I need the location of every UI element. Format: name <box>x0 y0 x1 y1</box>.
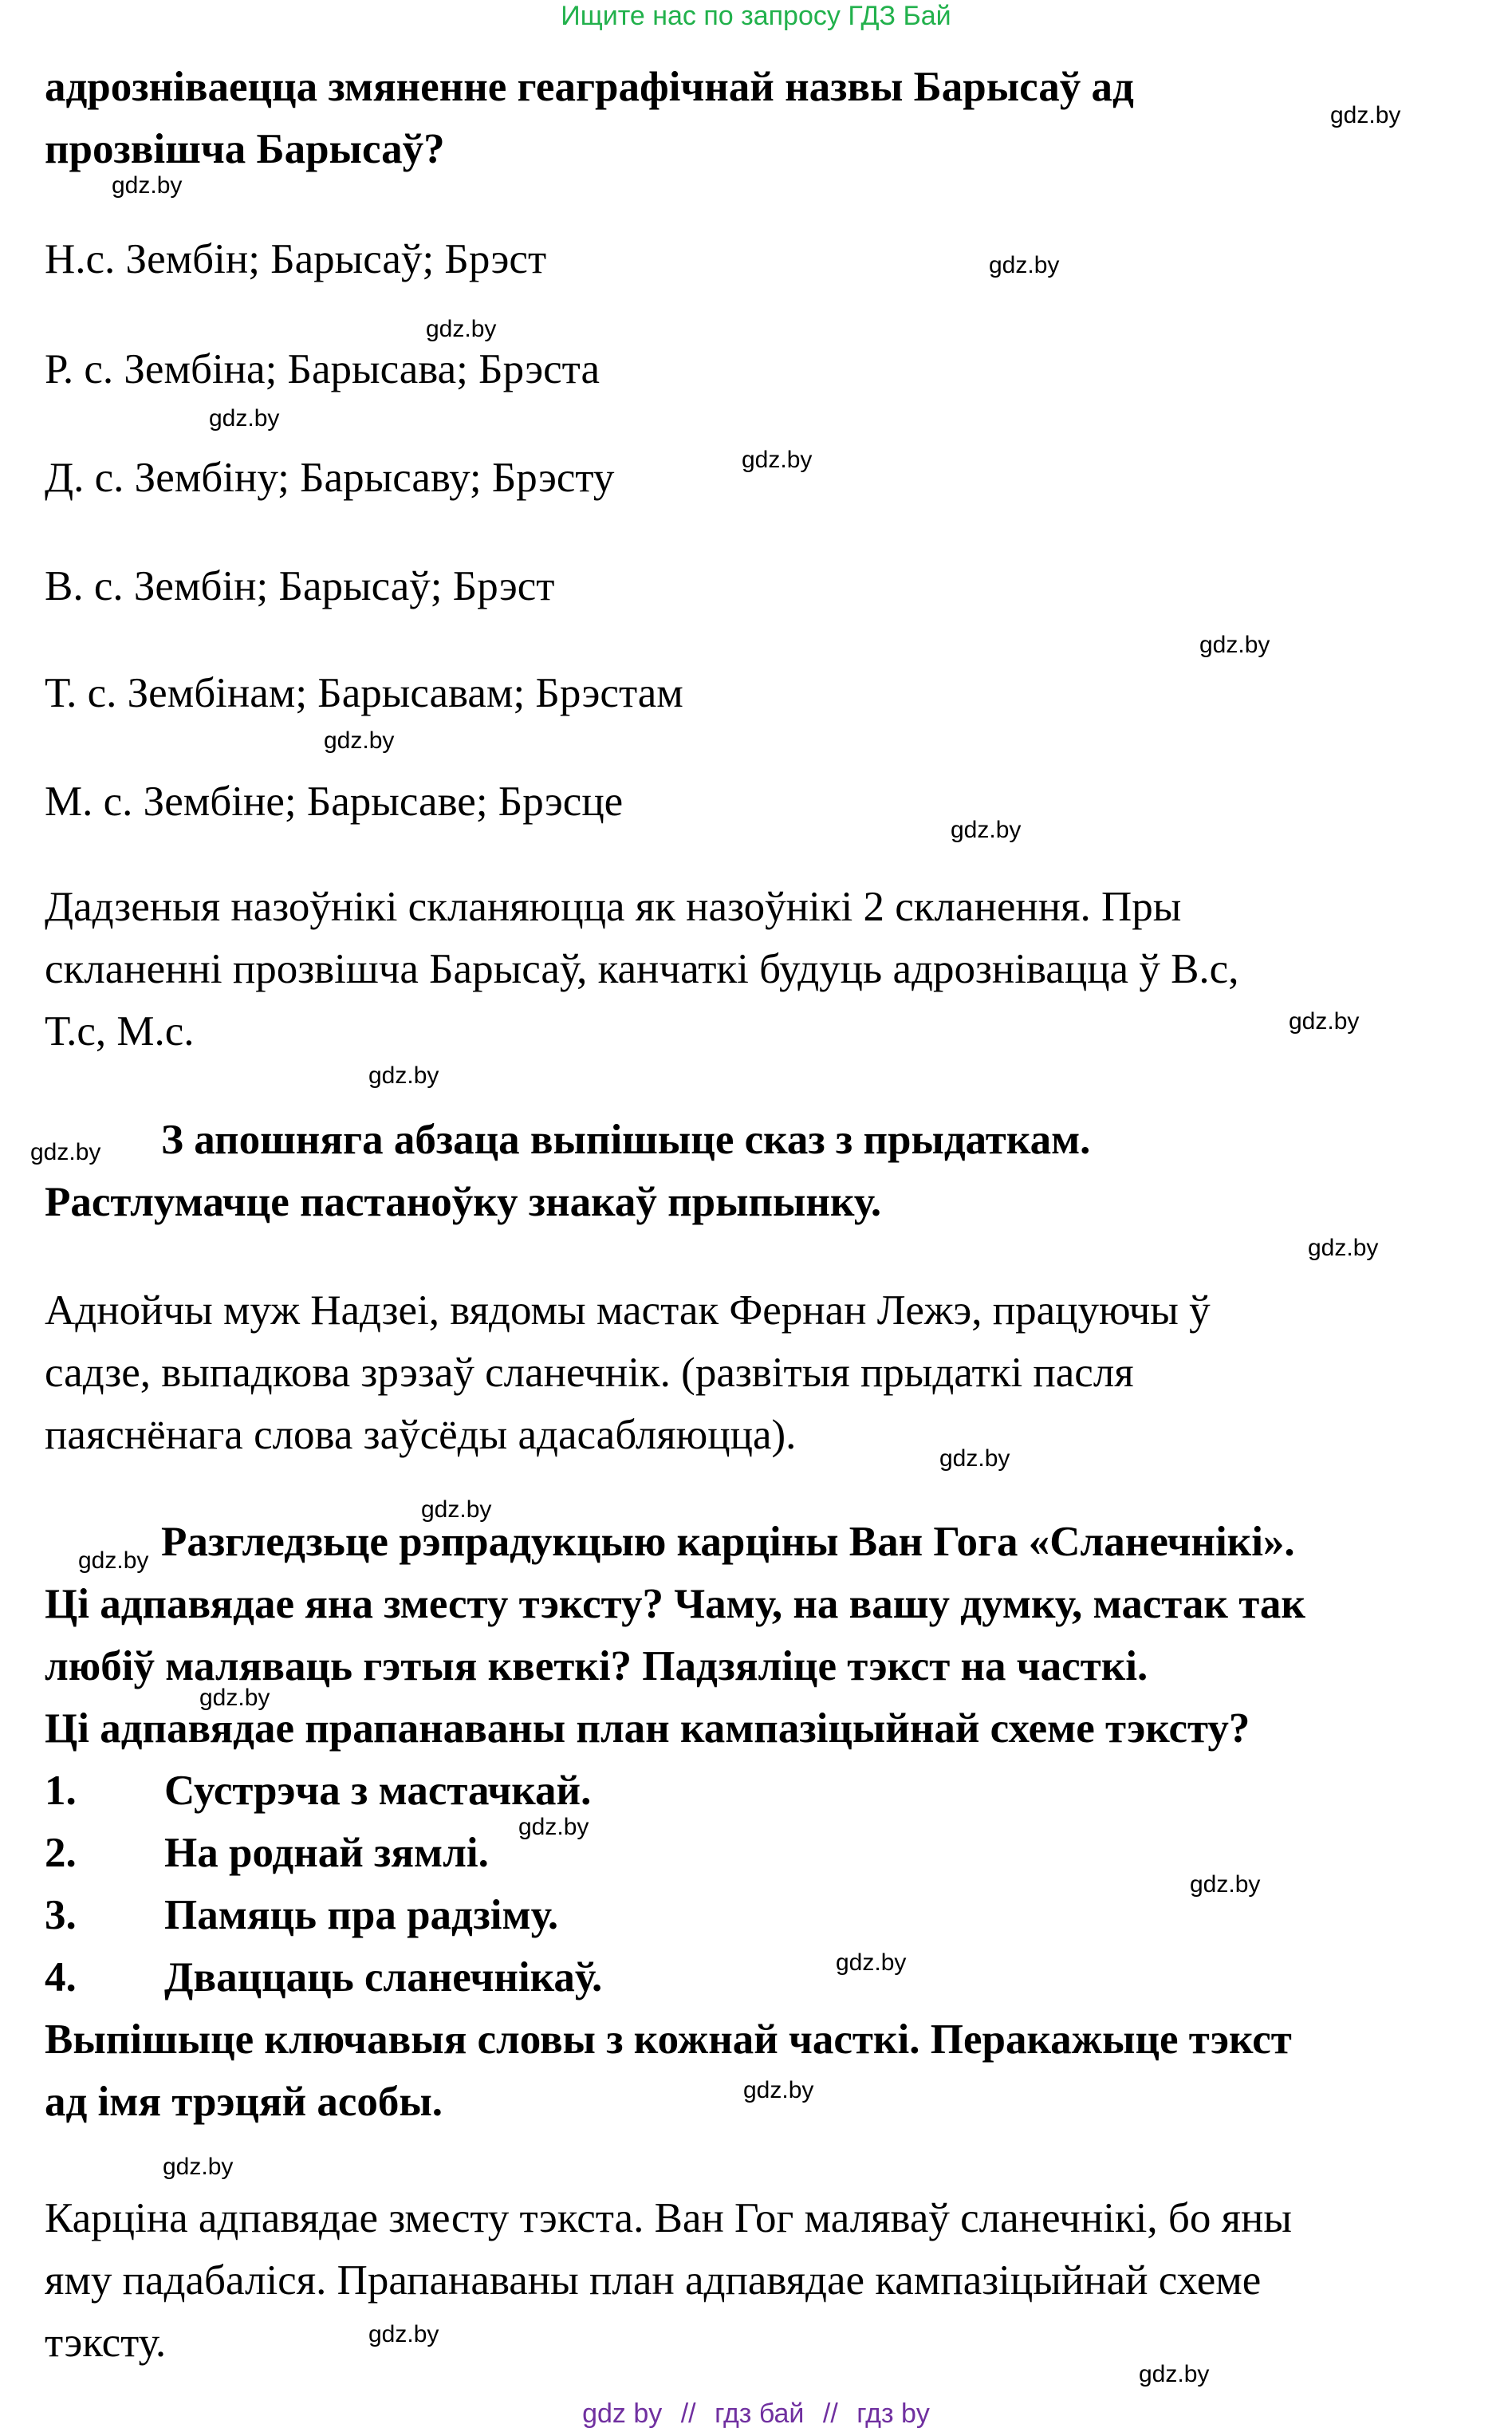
plan-item-3 <box>45 1884 558 1946</box>
watermark: gdz.by <box>209 405 280 432</box>
watermark: gdz.by <box>1330 102 1401 128</box>
watermark: gdz.by <box>368 2321 439 2347</box>
answer-3-line-1: Карціна адпавядае зместу тэкста. Ван Гог маляваў сланечнікі, бо яны <box>45 2195 1292 2241</box>
watermark: gdz.by <box>1289 1008 1360 1035</box>
declension-nominative: Н.с. Зембін; Барысаў; Брэст <box>45 236 547 282</box>
plan-item-2 <box>45 1822 489 1884</box>
answer-2-line-3: паяснёнага слова заўсёды адасабляюцца). <box>45 1412 797 1458</box>
plan-item-4 <box>45 1946 602 2008</box>
task-3-outro-line-1: Выпішыце ключавыя словы з кожнай часткі. Перакажыце тэкст <box>45 2016 1292 2063</box>
plan-item-text: На роднай зямлі. <box>164 1830 489 1876</box>
plan-item-number: 4. <box>45 1954 77 2000</box>
watermark: gdz.by <box>199 1685 270 1711</box>
answer-2-line-1: Аднойчы муж Надзеі, вядомы мастак Фернан Лежэ, працуючы ў <box>45 1287 1211 1334</box>
task-3-intro-line-1: Разгледзьце рэпрадукцыю карціны Ван Гога «Сланечнікі». <box>161 1519 1295 1565</box>
answer-1-line-3: Т.с, М.с. <box>45 1008 195 1054</box>
watermark: gdz.by <box>1139 2361 1210 2387</box>
answer-3-line-2: яму падабаліся. Прапанаваны план адпавядае кампазіцыйнай схеме <box>45 2257 1262 2304</box>
watermark: gdz.by <box>78 1547 149 1574</box>
footer-link-gdz-by[interactable]: gdz by <box>582 2398 663 2429</box>
plan-item-number: 2. <box>45 1830 77 1876</box>
watermark: gdz.by <box>30 1139 101 1165</box>
task-3-intro-line-4: Ці адпавядае прапанаваны план кампазіцыйнай схеме тэксту? <box>45 1705 1250 1752</box>
watermark: gdz.by <box>426 316 497 342</box>
task-2-line-1: З апошняга абзаца выпішыце сказ з прыдаткам. <box>161 1117 1091 1163</box>
plan-item-text: Сустрэча з мастачкай. <box>164 1768 592 1814</box>
answer-1-line-2: скланенні прозвішча Барысаў, канчаткі будуць адрознівацца ў В.с, <box>45 946 1239 992</box>
watermark: gdz.by <box>951 817 1022 843</box>
watermark: gdz.by <box>939 1445 1010 1472</box>
watermark: gdz.by <box>324 727 395 754</box>
plan-item-text: Памяць пра радзіму. <box>164 1892 559 1938</box>
question-top-line-1: адрозніваецца змяненне геаграфічнай назвы Барысаў ад <box>45 64 1134 110</box>
declension-instrumental: Т. с. Зембінам; Барысавам; Брэстам <box>45 670 683 716</box>
declension-dative: Д. с. Зембіну; Барысаву; Брэсту <box>45 455 615 501</box>
task-3-intro-line-2: Ці адпавядае яна зместу тэксту? Чаму, на вашу думку, мастак так <box>45 1581 1305 1627</box>
footer-separator: // <box>680 2398 696 2429</box>
watermark: gdz.by <box>836 1949 907 1976</box>
watermark: gdz.by <box>1190 1871 1261 1898</box>
footer-link-gdz-bai[interactable]: гдз бай <box>715 2398 805 2429</box>
answer-1-line-1: Дадзеныя назоўнікі скланяюцца як назоўнікі 2 скланення. Пры <box>45 884 1182 930</box>
plan-item-number: 3. <box>45 1892 77 1938</box>
watermark: gdz.by <box>421 1496 492 1523</box>
declension-genitive: Р. с. Зембіна; Барысава; Брэста <box>45 346 600 392</box>
watermark: gdz.by <box>1308 1235 1379 1261</box>
answer-3-line-3: тэксту. <box>45 2320 167 2366</box>
task-3-outro-line-2: ад імя трэцяй асобы. <box>45 2079 443 2125</box>
answer-2-line-2: садзе, выпадкова зрэзаў сланечнік. (развітыя прыдаткі пасля <box>45 1350 1134 1396</box>
header-search-link[interactable]: Ищите нас по запросу ГДЗ Бай <box>561 1 951 31</box>
footer-links <box>0 2398 1512 2430</box>
watermark: gdz.by <box>743 2077 814 2103</box>
watermark: gdz.by <box>368 1062 439 1089</box>
declension-accusative: В. с. Зембін; Барысаў; Брэст <box>45 563 555 609</box>
plan-item-1 <box>45 1760 591 1822</box>
plan-item-number: 1. <box>45 1768 77 1814</box>
declension-prepositional: М. с. Зембіне; Барысаве; Брэсце <box>45 778 624 825</box>
footer-separator: // <box>822 2398 838 2429</box>
question-top-line-2: прозвішча Барысаў? <box>45 126 445 172</box>
footer-link-gdz-by-cyrillic[interactable]: гдз by <box>856 2398 930 2429</box>
watermark: gdz.by <box>742 447 813 473</box>
task-2-line-2: Растлумачце пастаноўку знакаў прыпынку. <box>45 1179 882 1225</box>
watermark: gdz.by <box>518 1814 589 1840</box>
watermark: gdz.by <box>112 172 183 199</box>
watermark: gdz.by <box>989 252 1060 278</box>
task-3-intro-line-3: любіў маляваць гэтыя кветкі? Падзяліце тэкст на часткі. <box>45 1643 1148 1689</box>
watermark: gdz.by <box>1199 632 1270 658</box>
watermark: gdz.by <box>163 2154 234 2180</box>
plan-item-text: Дваццаць сланечнікаў. <box>164 1954 603 2000</box>
